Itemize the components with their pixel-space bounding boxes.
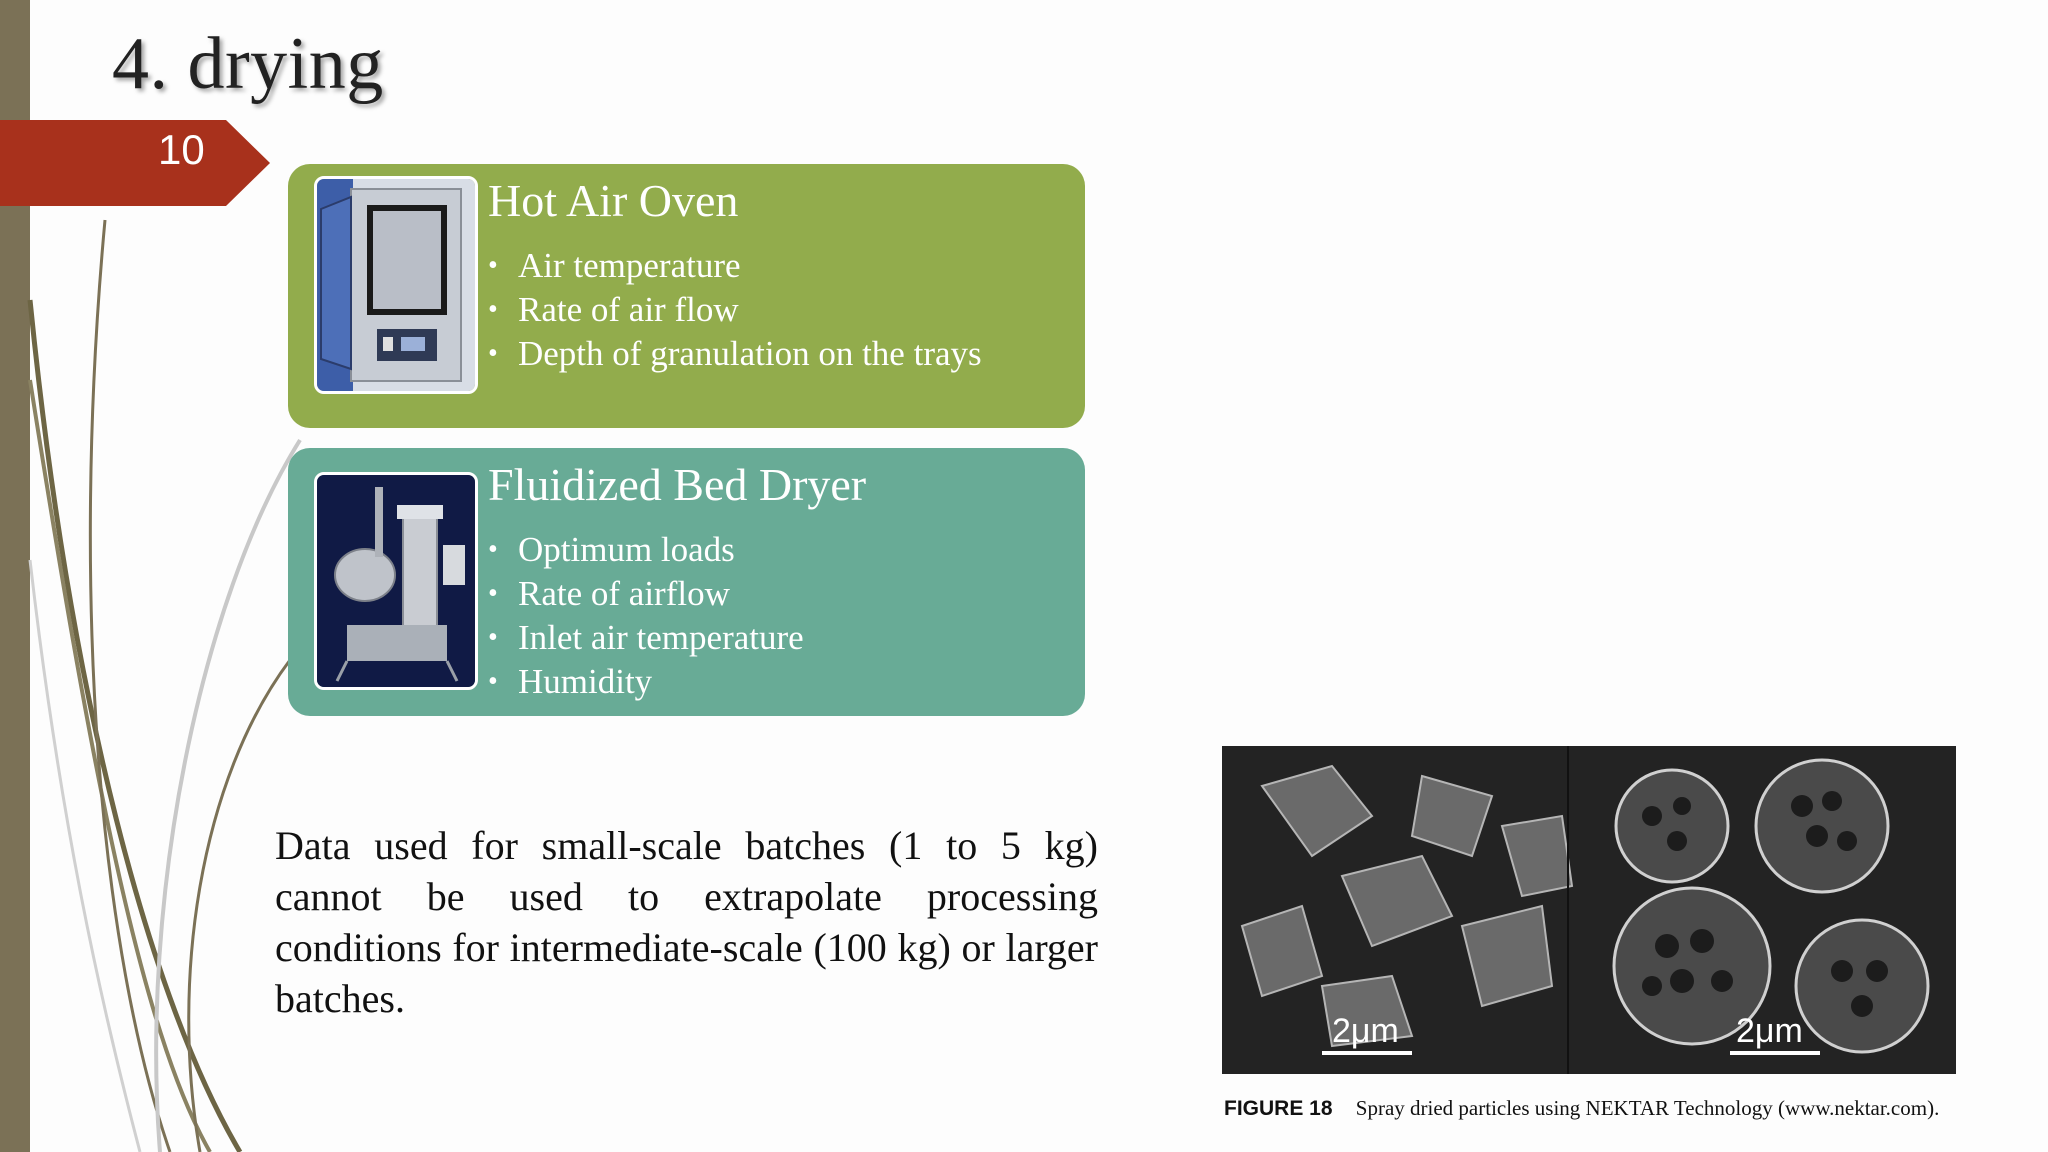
slide-title: 4. drying (112, 23, 384, 105)
page-number-tag (0, 120, 270, 206)
bullet-item: • Inlet air temperature (488, 616, 804, 660)
fluidized-bed-dryer-photo (314, 472, 478, 690)
bullet-item: • Depth of granulation on the trays (488, 332, 982, 376)
spray-dried-particles-figure (1222, 746, 1956, 1074)
fluidized-bed-dryer-card (288, 448, 1085, 716)
page-number: 10 (158, 126, 205, 173)
hot-air-oven-heading: Hot Air Oven (488, 175, 739, 226)
fluidized-bed-dryer-bullets (488, 528, 804, 704)
bullet-item: • Rate of air flow (488, 288, 982, 332)
bullet-item: • Humidity (488, 660, 804, 704)
figure-caption (1224, 1096, 1939, 1121)
figure-caption-text: Spray dried particles using NEKTAR Technology (www.nektar.com). (1355, 1096, 1940, 1120)
fluidized-bed-dryer-heading: Fluidized Bed Dryer (488, 459, 867, 510)
hot-air-oven-bullets (488, 244, 982, 376)
hot-air-oven-photo (314, 176, 478, 394)
bullet-item: • Optimum loads (488, 528, 804, 572)
bullet-item: • Rate of airflow (488, 572, 804, 616)
body-paragraph: Data used for small-scale batches (1 to 5 kg) cannot be used to extrapolate processing conditions for intermediate-scale (100 kg) or larger batches. (275, 823, 1098, 1021)
scale-label-right: 2μm (1736, 1012, 1803, 1050)
scale-label-left: 2μm (1332, 1012, 1399, 1050)
bullet-item: • Air temperature (488, 244, 982, 288)
figure-caption-label: FIGURE 18 (1224, 1097, 1333, 1120)
hot-air-oven-card (288, 164, 1085, 428)
